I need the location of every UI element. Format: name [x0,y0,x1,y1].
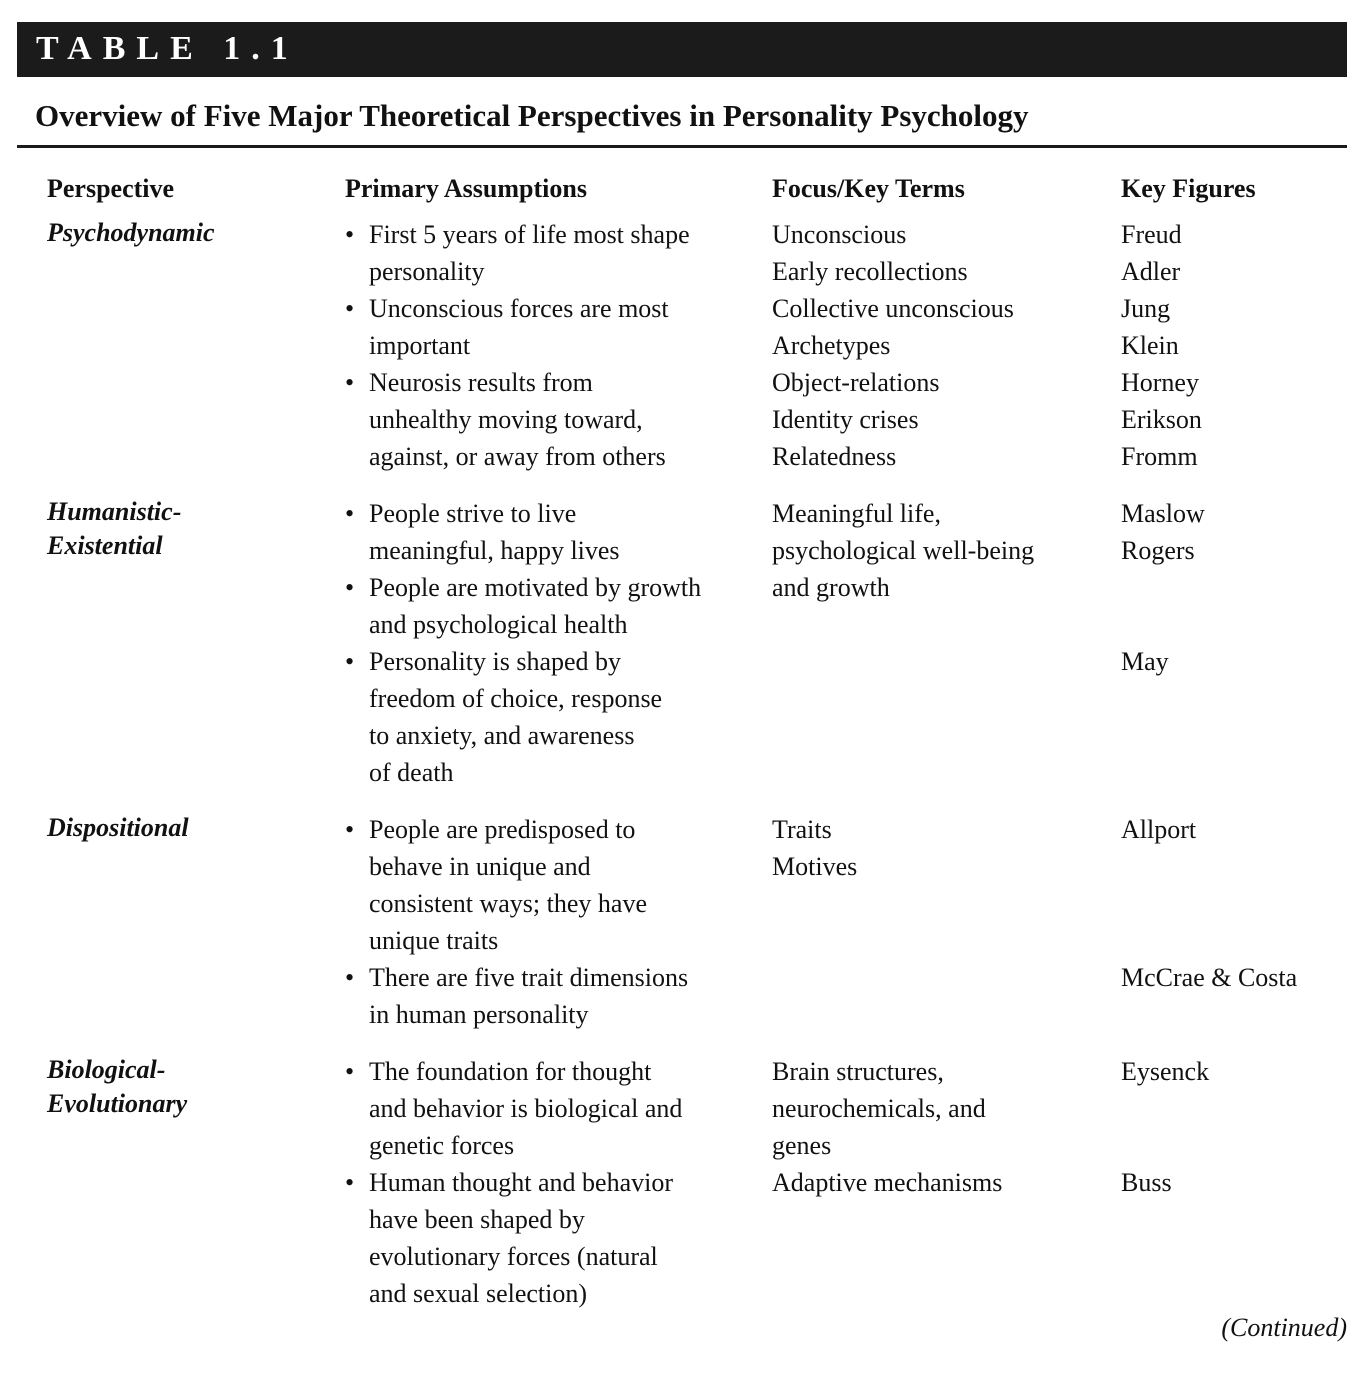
perspective-line: Evolutionary [47,1089,188,1118]
key-figure: Klein [1121,331,1179,360]
key-figure: Eysenck [1121,1057,1210,1086]
key-figure: McCrae & Costa [1121,963,1298,992]
key-term: Brain structures, [772,1057,944,1086]
key-figures-list [1121,811,1297,996]
assumption-list [345,216,745,475]
key-term: neurochemicals, and [772,1094,986,1123]
key-term: Unconscious [772,220,907,249]
key-figures-list [1121,216,1202,475]
key-figure: Fromm [1121,442,1198,471]
key-term: Collective unconscious [772,294,1014,323]
assumption-item: • First 5 years of life most shape personality [345,216,745,290]
header-focus-key-terms: Focus/Key Terms [772,174,965,203]
key-term: Meaningful life, [772,499,941,528]
key-terms-list [772,1053,1002,1201]
assumption-item: • There are five trait dimensions in human personality [345,959,745,1033]
spacer [1121,606,1205,643]
perspective-name [47,216,215,250]
spacer [1121,1127,1209,1164]
key-term: Motives [772,852,858,881]
assumption-item: • The foundation for thought and behavior is biological and genetic forces [345,1053,745,1164]
key-term: and growth [772,573,890,602]
spacer [1121,848,1297,885]
assumption-item: • People are motivated by growth and psychological health [345,569,745,643]
assumption-list [345,811,745,1033]
assumption-item: • Personality is shaped by freedom of choice, response to anxiety, and awareness of death [345,643,745,791]
key-figure: May [1121,647,1169,676]
key-figure: Horney [1121,368,1199,397]
key-terms-list [772,811,857,885]
key-figure: Buss [1121,1168,1172,1197]
assumption-item: • People strive to live meaningful, happy lives [345,495,745,569]
perspective-name [47,495,181,563]
perspective-line: Humanistic- [47,497,182,526]
key-term: Object-relations [772,368,940,397]
perspective-name [47,811,189,845]
key-figure: Freud [1121,220,1182,249]
key-figure: Adler [1121,257,1181,286]
key-terms-list [772,216,1014,475]
header-key-figures: Key Figures [1121,174,1256,203]
key-figure: Allport [1121,815,1197,844]
assumption-item: • Unconscious forces are most important [345,290,745,364]
header-primary-assumptions: Primary Assumptions [345,174,587,203]
perspective-name [47,1053,187,1121]
key-figures-list [1121,495,1205,680]
spacer [1121,1090,1209,1127]
spacer [1121,569,1205,606]
spacer [1121,885,1297,922]
key-figure: Erikson [1121,405,1202,434]
key-figure: Rogers [1121,536,1195,565]
assumption-item: • Human thought and behavior have been shaped by evolutionary forces (natural and sexual selection) [345,1164,745,1312]
spacer [1121,922,1297,959]
table-label: TABLE 1.1 [36,30,299,67]
perspective-line: Psychodynamic [47,218,215,247]
key-term: genes [772,1131,832,1160]
key-term: psychological well-being [772,536,1035,565]
table-title: Overview of Five Major Theoretical Perspectives in Personality Psychology [35,98,1029,133]
header-perspective: Perspective [47,174,175,203]
key-figure: Jung [1121,294,1171,323]
key-term: Traits [772,815,832,844]
assumption-list [345,495,745,791]
key-term: Archetypes [772,331,891,360]
key-figure: Maslow [1121,499,1205,528]
key-term: Identity crises [772,405,919,434]
title-rule [17,145,1347,148]
continued-note: (Continued) [1221,1313,1347,1342]
assumption-list [345,1053,745,1312]
key-term: Early recollections [772,257,968,286]
assumption-item: • Neurosis results from unhealthy moving toward, against, or away from others [345,364,745,475]
perspective-line: Dispositional [47,813,189,842]
key-figures-list [1121,1053,1209,1201]
perspective-line: Existential [47,531,163,560]
perspective-line: Biological- [47,1055,166,1084]
key-term: Relatedness [772,442,897,471]
assumption-item: • People are predisposed to behave in unique and consistent ways; they have unique traits [345,811,745,959]
table-label-banner [17,22,1347,77]
key-terms-list [772,495,1034,606]
key-term: Adaptive mechanisms [772,1168,1003,1197]
